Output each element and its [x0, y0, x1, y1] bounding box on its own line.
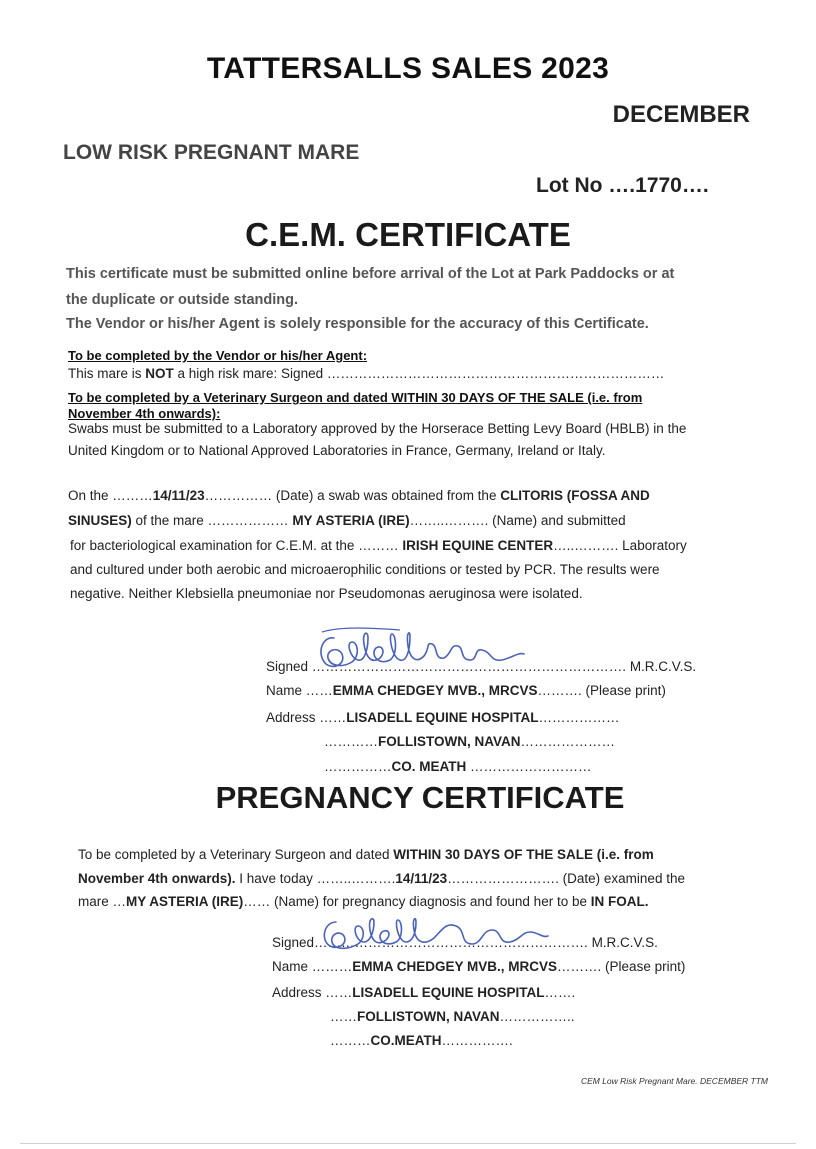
cem-name-line [266, 683, 666, 698]
preg-address-1-post: ……. [544, 985, 576, 1000]
swabs-line-2: United Kingdom or to National Approved Laboratories in France, Germany, Ireland or Italy. [68, 443, 606, 458]
mare-name: MY ASTERIA (IRE) [292, 513, 410, 528]
p2-b: ……..………. (Name) and submitted [409, 513, 626, 528]
preg-address-2-pre: …… [330, 1009, 357, 1024]
vet-heading-line-2: November 4th onwards): [68, 406, 221, 421]
bottom-scan-edge [20, 1143, 796, 1144]
intro-line-2: the duplicate or outside standing. [66, 292, 299, 308]
swab-para-line-4: and cultured under both aerobic and microaerophilic conditions or tested by PCR. The results were [70, 562, 660, 577]
intro-line-1: This certificate must be submitted online before arrival of the Lot at Park Paddocks or at [66, 266, 675, 282]
preg-vet-name: EMMA CHEDGEY MVB., MRCVS [352, 959, 558, 974]
cem-signed-label: Signed [266, 659, 312, 674]
preg-signed-suffix: M.R.C.V.S. [587, 935, 658, 950]
preg-l1-a: To be completed by a Veterinary Surgeon and dated [78, 847, 394, 862]
footer-note: CEM Low Risk Pregnant Mare. DECEMBER TTM [580, 1076, 768, 1086]
cem-name-pre: Name …… [266, 683, 333, 698]
cem-address-pre: Address …… [266, 710, 347, 725]
swab-para-line-1 [68, 488, 650, 503]
preg-name-line [272, 959, 685, 974]
cem-signed-suffix: M.R.C.V.S. [626, 659, 697, 674]
cem-address-line-3 [324, 759, 592, 774]
preg-address-1: LISADELL EQUINE HOSPITAL [352, 985, 545, 1000]
cem-certificate-title: C.E.M. CERTIFICATE [245, 216, 571, 253]
vet-heading-line-1: To be completed by a Veterinary Surgeon and dated WITHIN 30 DAYS OF THE SALE (i.e. from [68, 390, 643, 405]
cem-address-line-2 [324, 734, 615, 749]
cem-address-line-1 [266, 710, 620, 725]
preg-address-pre: Address …… [272, 985, 353, 1000]
preg-signed-dots: ……………………………………………………. [314, 935, 588, 950]
cem-address-1-post: ……………… [538, 710, 620, 725]
swabs-line-1: Swabs must be submitted to a Laboratory approved by the Horserace Betting Levy Board (HBLB) in the [68, 421, 687, 436]
mare-category: LOW RISK PREGNANT MARE [63, 141, 360, 164]
preg-line-3 [78, 894, 648, 909]
cem-address-2-post: ………………… [520, 734, 615, 749]
cem-address-3-post: ……………………… [466, 759, 592, 774]
preg-address-2-post: …………….. [499, 1009, 575, 1024]
preg-l2-a: November 4th onwards). [78, 871, 236, 886]
preg-signature-image [316, 912, 556, 956]
preg-l3-a: mare … [78, 894, 127, 909]
preg-line-1 [78, 847, 654, 862]
vendor-heading: To be completed by the Vendor or his/her Agent: [68, 348, 368, 363]
vendor-line-pre: This mare is [68, 366, 146, 381]
cem-address-3: CO. MEATH [391, 759, 467, 774]
swab-para-line-3 [70, 538, 687, 553]
lot-number: Lot No ….1770…. [536, 174, 709, 197]
preg-line-2 [78, 871, 685, 886]
preg-l3-b: …… (Name) for pregnancy diagnosis and found her to be [243, 894, 591, 909]
preg-signed-label: Signed [272, 935, 315, 950]
preg-result: IN FOAL. [590, 894, 649, 909]
p3-a: for bacteriological examination for C.E.M. at the ……… [70, 538, 403, 553]
pregnancy-certificate-title: PREGNANCY CERTIFICATE [215, 780, 625, 815]
intro-line-3: The Vendor or his/her Agent is solely responsible for the accuracy of this Certificate. [66, 316, 649, 332]
p2-a: of the mare ……………… [131, 513, 293, 528]
preg-l2-c: ……………………. (Date) examined the [447, 871, 685, 886]
preg-exam-date: 14/11/23 [395, 871, 448, 886]
p1-b: …………… (Date) a swab was obtained from the [204, 488, 501, 503]
preg-address-line-2 [330, 1009, 575, 1024]
vendor-line-post: a high risk mare: Signed ………………………………………………………………… [173, 366, 665, 381]
preg-address-line-1 [272, 985, 575, 1000]
preg-address-2: FOLLISTOWN, NAVAN [357, 1009, 500, 1024]
cem-signed-dots: ……………………………………………………………. [311, 659, 627, 674]
p3-b: …..………. Laboratory [553, 538, 687, 553]
preg-name-pre: Name ……… [272, 959, 353, 974]
cem-address-2: FOLLISTOWN, NAVAN [378, 734, 521, 749]
cem-vet-name: EMMA CHEDGEY MVB., MRCVS [332, 683, 538, 698]
preg-mare-name: MY ASTERIA (IRE) [126, 894, 244, 909]
vendor-declaration [68, 366, 664, 381]
vendor-line-not: NOT [145, 366, 174, 381]
cem-address-1: LISADELL EQUINE HOSPITAL [346, 710, 539, 725]
swab-date: 14/11/23 [152, 488, 205, 503]
swab-para-line-5: negative. Neither Klebsiella pneumoniae nor Pseudomonas aeruginosa were isolated. [70, 586, 583, 601]
preg-address-3-post: ……………. [441, 1033, 513, 1048]
preg-l2-b: I have today ……..………. [235, 871, 396, 886]
swab-para-line-2 [68, 513, 626, 528]
preg-address-line-3 [330, 1033, 513, 1048]
preg-name-post: ………. (Please print) [557, 959, 686, 974]
document-title: TATTERSALLS SALES 2023 [206, 52, 610, 85]
preg-l1-b: WITHIN 30 DAYS OF THE SALE (i.e. from [393, 847, 654, 862]
cem-signature-image [312, 624, 532, 676]
p1-a: On the ……… [68, 488, 153, 503]
preg-address-3: CO.MEATH [370, 1033, 442, 1048]
cem-address-2-pre: ………… [324, 734, 378, 749]
laboratory-name: IRISH EQUINE CENTER [402, 538, 554, 553]
swab-site-cont: SINUSES) [68, 513, 132, 528]
preg-address-3-pre: ……… [330, 1033, 371, 1048]
cem-name-post: ………. (Please print) [537, 683, 666, 698]
swab-site: CLITORIS (FOSSA AND [500, 488, 650, 503]
cem-address-3-pre: …………… [324, 759, 392, 774]
sale-month: DECEMBER [612, 101, 750, 128]
